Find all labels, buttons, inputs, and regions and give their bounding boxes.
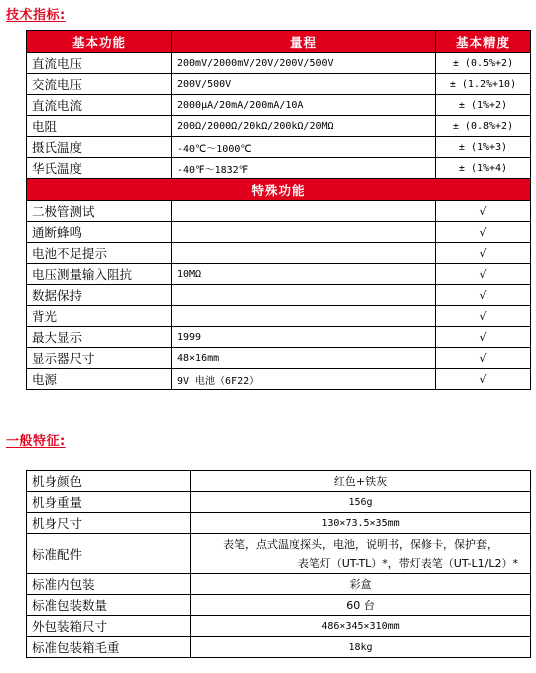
feature-value: 130×73.5×35mm bbox=[191, 513, 531, 534]
range-value: 10MΩ bbox=[172, 264, 436, 285]
function-name: 摄氏温度 bbox=[27, 137, 172, 158]
accuracy-value: ± (1%+4) bbox=[436, 158, 531, 179]
table-row bbox=[27, 74, 531, 95]
section-title-tech-specs: 技术指标: bbox=[6, 8, 66, 23]
range-value: 200mV/2000mV/20V/200V/500V bbox=[172, 53, 436, 74]
function-name: 显示器尺寸 bbox=[27, 348, 172, 369]
range-value: -40℉～1832℉ bbox=[172, 158, 436, 179]
feature-label: 标准内包装 bbox=[27, 574, 191, 595]
section-title-general-features: 一般特征: bbox=[6, 434, 66, 449]
function-name: 通断蜂鸣 bbox=[27, 222, 172, 243]
accessories-line-2: 表笔灯（UT-TL）*，带灯表笔（UT-L1/L2）* bbox=[297, 556, 518, 570]
feature-value: 红色+铁灰 bbox=[191, 471, 531, 492]
accuracy-value: ± (1%+2) bbox=[436, 95, 531, 116]
accessories-line-1: 表笔，点式温度探头，电池，说明书，保修卡，保护套， bbox=[223, 537, 498, 551]
function-name: 电压测量输入阻抗 bbox=[27, 264, 172, 285]
range-value: 200V/500V bbox=[172, 74, 436, 95]
range-value bbox=[172, 222, 436, 243]
range-value bbox=[172, 201, 436, 222]
feature-label: 标准包装数量 bbox=[27, 595, 191, 616]
feature-label: 机身颜色 bbox=[27, 471, 191, 492]
feature-label: 机身重量 bbox=[27, 492, 191, 513]
table-row bbox=[27, 116, 531, 137]
check-mark: √ bbox=[436, 369, 531, 390]
table-row bbox=[27, 637, 531, 658]
header-range: 量程 bbox=[172, 31, 436, 53]
table-row bbox=[27, 53, 531, 74]
general-features-table bbox=[26, 470, 531, 658]
function-name: 数据保持 bbox=[27, 285, 172, 306]
function-name: 电源 bbox=[27, 369, 172, 390]
accuracy-value: ± (0.5%+2) bbox=[436, 53, 531, 74]
range-value: -40℃～1000℃ bbox=[172, 137, 436, 158]
check-mark: √ bbox=[436, 348, 531, 369]
function-name: 直流电流 bbox=[27, 95, 172, 116]
feature-label: 外包装箱尺寸 bbox=[27, 616, 191, 637]
accuracy-value: ± (1%+3) bbox=[436, 137, 531, 158]
feature-value bbox=[191, 534, 531, 574]
function-name: 交流电压 bbox=[27, 74, 172, 95]
function-name: 电阻 bbox=[27, 116, 172, 137]
table-row bbox=[27, 95, 531, 116]
check-mark: √ bbox=[436, 285, 531, 306]
range-value: 48×16mm bbox=[172, 348, 436, 369]
feature-value: 60 台 bbox=[191, 595, 531, 616]
accuracy-value: ± (1.2%+10) bbox=[436, 74, 531, 95]
table-row bbox=[27, 513, 531, 534]
table-row bbox=[27, 327, 531, 348]
table-row bbox=[27, 264, 531, 285]
function-name: 电池不足提示 bbox=[27, 243, 172, 264]
spec-header-row bbox=[27, 31, 531, 53]
table-row bbox=[27, 158, 531, 179]
feature-label: 标准配件 bbox=[27, 534, 191, 574]
feature-value: 486×345×310mm bbox=[191, 616, 531, 637]
table-row bbox=[27, 595, 531, 616]
check-mark: √ bbox=[436, 243, 531, 264]
range-value bbox=[172, 306, 436, 327]
function-name: 直流电压 bbox=[27, 53, 172, 74]
special-functions-header-row bbox=[27, 179, 531, 201]
feature-label: 标准包装箱毛重 bbox=[27, 637, 191, 658]
check-mark: √ bbox=[436, 264, 531, 285]
header-basic-function: 基本功能 bbox=[27, 31, 172, 53]
table-row bbox=[27, 137, 531, 158]
header-accuracy: 基本精度 bbox=[436, 31, 531, 53]
function-name: 华氏温度 bbox=[27, 158, 172, 179]
table-row bbox=[27, 574, 531, 595]
check-mark: √ bbox=[436, 222, 531, 243]
range-value: 9V 电池（6F22） bbox=[172, 369, 436, 390]
feature-value: 彩盒 bbox=[191, 574, 531, 595]
table-row bbox=[27, 369, 531, 390]
range-value: 1999 bbox=[172, 327, 436, 348]
check-mark: √ bbox=[436, 306, 531, 327]
table-row bbox=[27, 616, 531, 637]
range-value: 200Ω/2000Ω/20kΩ/200kΩ/20MΩ bbox=[172, 116, 436, 137]
function-name: 背光 bbox=[27, 306, 172, 327]
table-row bbox=[27, 285, 531, 306]
table-row bbox=[27, 201, 531, 222]
table-row bbox=[27, 348, 531, 369]
function-name: 最大显示 bbox=[27, 327, 172, 348]
feature-value: 18kg bbox=[191, 637, 531, 658]
range-value bbox=[172, 243, 436, 264]
range-value: 2000μA/20mA/200mA/10A bbox=[172, 95, 436, 116]
spec-table bbox=[26, 30, 531, 390]
range-value bbox=[172, 285, 436, 306]
table-row bbox=[27, 306, 531, 327]
table-row bbox=[27, 243, 531, 264]
table-row bbox=[27, 222, 531, 243]
table-row bbox=[27, 471, 531, 492]
check-mark: √ bbox=[436, 201, 531, 222]
accuracy-value: ± (0.8%+2) bbox=[436, 116, 531, 137]
table-row bbox=[27, 492, 531, 513]
feature-value: 156g bbox=[191, 492, 531, 513]
function-name: 二极管测试 bbox=[27, 201, 172, 222]
header-special-functions: 特殊功能 bbox=[27, 179, 531, 201]
table-row bbox=[27, 534, 531, 574]
feature-label: 机身尺寸 bbox=[27, 513, 191, 534]
check-mark: √ bbox=[436, 327, 531, 348]
